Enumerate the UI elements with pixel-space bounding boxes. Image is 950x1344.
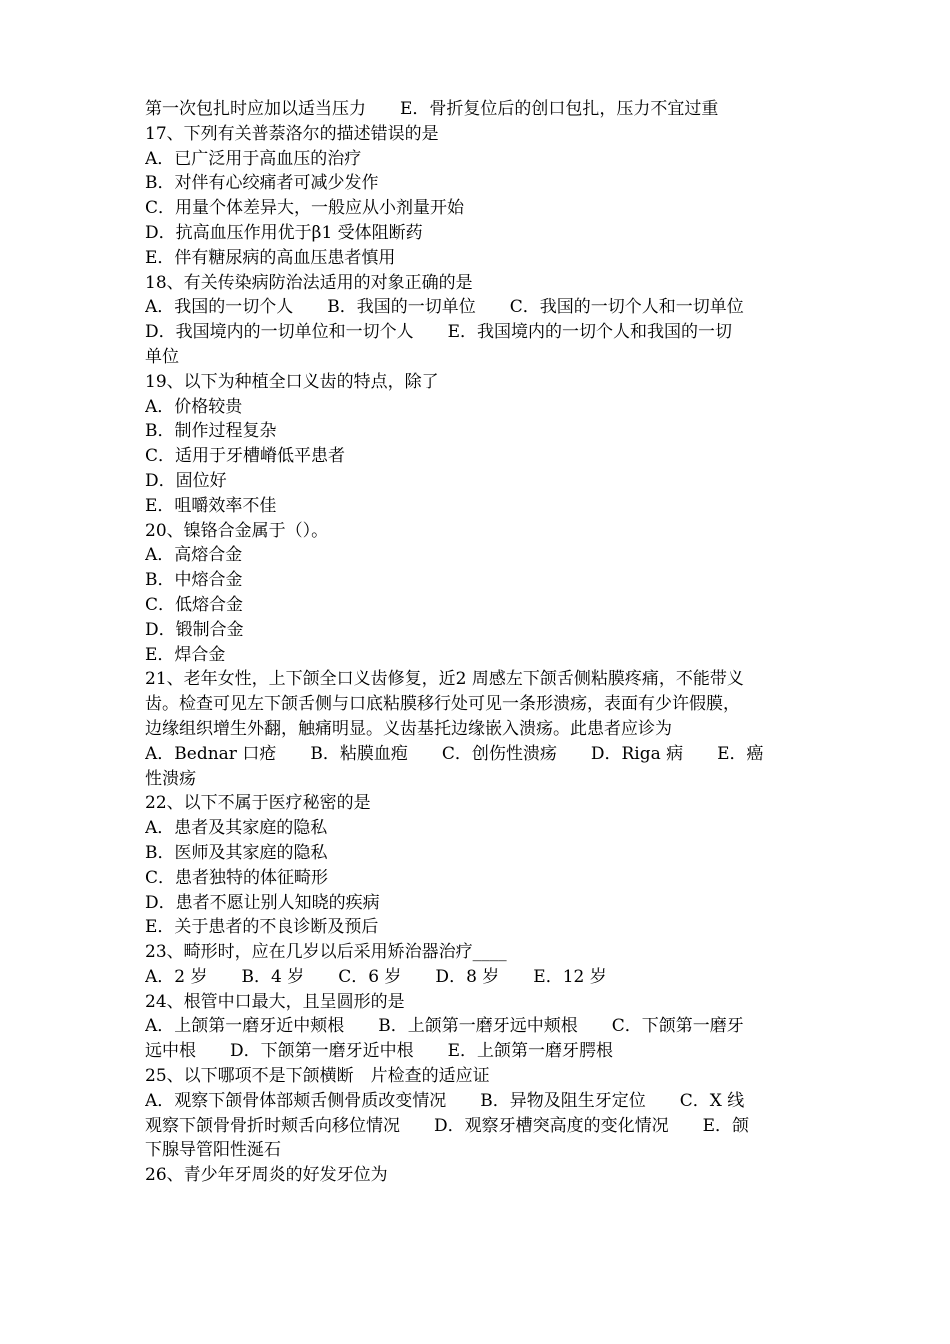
question-17-stem: 17、下列有关普萘洛尔的描述错误的是 (145, 123, 439, 144)
option-line: E．咀嚼效率不佳 (145, 495, 277, 516)
option-line: B．制作过程复杂 (145, 421, 277, 442)
question-24-stem: 24、根管中口最大，且呈圆形的是 (145, 991, 405, 1012)
option-line: A．我国的一切个人 B．我国的一切单位 C．我国的一切个人和一切单位 (145, 297, 744, 318)
option-line: C．适用于牙槽嵴低平患者 (145, 446, 346, 467)
option-line: E．伴有糖尿病的高血压患者慎用 (145, 247, 396, 268)
option-line: 下腺导管阳性涎石 (145, 1140, 281, 1161)
option-line: 性溃疡 (145, 768, 196, 789)
question-21-stem: 边缘组织增生外翻，触痛明显。义齿基托边缘嵌入溃疡。此患者应诊为 (145, 718, 672, 739)
option-line: D．患者不愿让别人知晓的疾病 (145, 892, 380, 913)
question-25-stem: 25、以下哪项不是下颌横断 片检查的适应证 (145, 1066, 490, 1087)
question-19-stem: 19、以下为种植全口义齿的特点，除了 (145, 371, 439, 392)
option-line: A．已广泛用于高血压的治疗 (145, 148, 362, 169)
question-20-stem: 20、镍铬合金属于（）。 (145, 520, 329, 541)
option-line: C．低熔合金 (145, 594, 244, 615)
option-line: A．2 岁 B．4 岁 C．6 岁 D．8 岁 E．12 岁 (145, 966, 607, 987)
option-line: E．关于患者的不良诊断及预后 (145, 917, 379, 938)
text-line: 第一次包扎时应加以适当压力 E．骨折复位后的创口包扎，压力不宜过重 (145, 99, 719, 119)
question-21-stem: 21、老年女性，上下颌全口义齿修复，近2 周感左下颌舌侧粘膜疼痛，不能带义 (145, 669, 744, 690)
option-line: B．对伴有心绞痛者可减少发作 (145, 173, 379, 194)
option-line: A．高熔合金 (145, 545, 243, 566)
option-line: D．抗高血压作用优于β1 受体阻断药 (145, 222, 423, 243)
question-26-stem: 26、青少年牙周炎的好发牙位为 (145, 1165, 388, 1186)
option-line: C．患者独特的体征畸形 (145, 867, 329, 888)
option-line: D．固位好 (145, 470, 227, 491)
question-21-stem: 齿。检查可见左下颌舌侧与口底粘膜移行处可见一条形溃疡，表面有少许假膜， (145, 694, 740, 715)
option-line: 观察下颌骨骨折时颊舌向移位情况 D．观察牙槽突高度的变化情况 E．颌 (145, 1115, 750, 1136)
option-line: 单位 (145, 346, 179, 367)
option-line: D．我国境内的一切单位和一切个人 E．我国境内的一切个人和我国的一切 (145, 322, 733, 343)
option-line: A．Bednar 口疮 B．粘膜血疱 C．创伤性溃疡 D．Riga 病 E．癌 (145, 743, 764, 764)
option-line: A．价格较贵 (145, 396, 243, 417)
option-line: A．观察下颌骨体部颊舌侧骨质改变情况 B．异物及阻生牙定位 C．X 线 (145, 1090, 745, 1111)
document-page (145, 97, 810, 1188)
question-18-stem: 18、有关传染病防治法适用的对象正确的是 (145, 272, 473, 293)
option-line: D．锻制合金 (145, 619, 244, 640)
option-line: A．上颌第一磨牙近中颊根 B．上颌第一磨牙远中颊根 C．下颌第一磨牙 (145, 1016, 744, 1037)
option-line: A．患者及其家庭的隐私 (145, 818, 328, 839)
option-line: 远中根 D．下颌第一磨牙近中根 E．上颌第一磨牙腭根 (145, 1041, 614, 1062)
question-22-stem: 22、以下不属于医疗秘密的是 (145, 793, 371, 814)
option-line: C．用量个体差异大，一般应从小剂量开始 (145, 198, 465, 219)
question-23-stem: 23、畸形时，应在几岁以后采用矫治器治疗____ (145, 942, 507, 963)
option-line: B．医师及其家庭的隐私 (145, 842, 328, 863)
option-line: E．焊合金 (145, 644, 226, 665)
option-line: B．中熔合金 (145, 570, 243, 591)
